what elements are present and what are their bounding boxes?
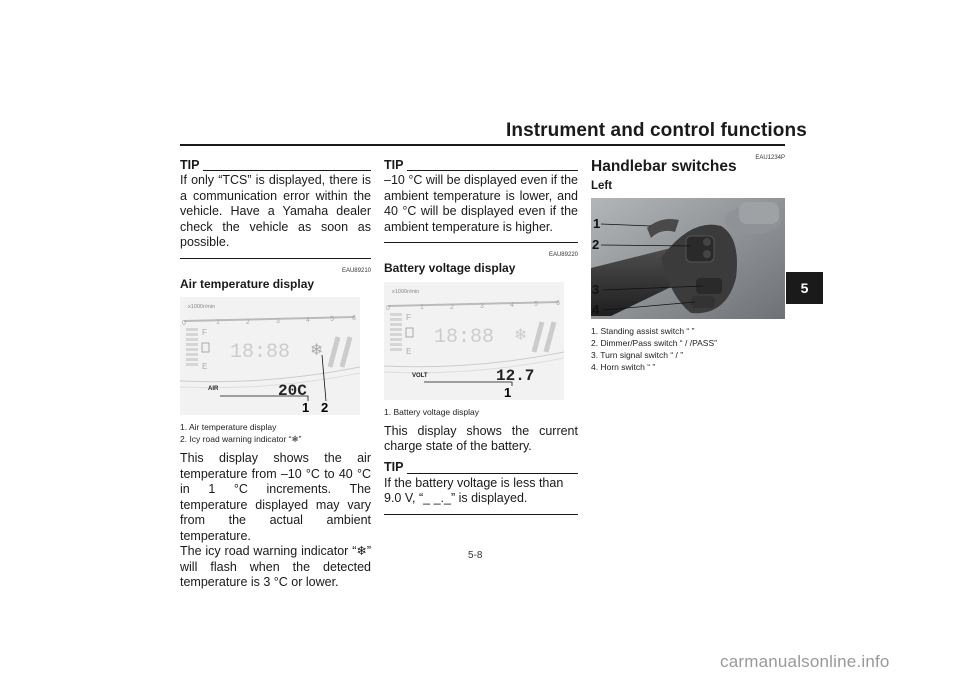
callout-2: 2 [321,400,329,415]
svg-text:4: 4 [510,301,514,309]
battery-voltage-lcd-figure [384,282,564,400]
handlebar-illustration [591,198,785,319]
svg-text:1: 1 [216,319,220,326]
tip2-heading: TIP [384,461,578,476]
svg-text:2: 2 [246,319,250,326]
svg-text:2: 2 [450,303,454,311]
caption-standing-assist: 1. Standing assist switch “ ” [591,326,695,336]
svg-text:6: 6 [352,315,356,322]
caption-2: 2. Icy road warning indicator “❄” [180,434,302,444]
air-temperature-lcd-figure [180,297,360,415]
svg-text:0: 0 [182,320,186,327]
snowflake-icon: ❄ [310,340,324,359]
body-paragraph-1: This display shows the current charge state of the battery. [384,423,578,453]
svg-text:0: 0 [386,304,390,312]
svg-text:E: E [406,346,412,356]
callout-1: 1 [504,384,512,400]
caption-1: 1. Air temperature display [180,422,277,432]
lcd-illustration [384,282,564,400]
column-1 [180,158,371,591]
sub-title-left: Left [591,179,613,192]
snowflake-icon: ❄ [514,324,528,344]
column-2 [384,158,578,515]
tip-heading: TIP [384,158,578,173]
tip-end-rule [384,242,578,243]
column-3 [591,155,785,373]
section-title-battery-voltage: Battery voltage display [384,261,516,275]
lcd-scale-label: x1000r/min [188,304,216,310]
lcd-volt-value: 12.7 [496,366,535,385]
section-code: EAU89220 [548,252,578,258]
tip2-end-rule [384,514,578,515]
figure-captions [180,421,371,445]
tip-heading: TIP [180,158,371,173]
tip-text: –10 °C will be displayed even if the ambient temperature is lower, and 40 °C will be displayed even if the ambient temperature is higher. [384,173,579,234]
svg-text:1: 1 [420,303,424,311]
handlebar-switches-photo [591,198,785,319]
caption-1: 1. Battery voltage display [384,406,479,417]
lcd-air-value: 20C [278,382,307,400]
tip-text: If only “TCS” is displayed, there is a communication error within the vehicle. Have a Yamaha dealer check the vehicle as soon as possible. [180,173,371,249]
lcd-clock: 18:88 [230,341,291,364]
section-title-handlebar-switches: Handlebar switches [591,158,737,175]
svg-text:3: 3 [276,318,280,325]
page-header-title: Instrument and control functions [506,120,807,141]
body-paragraph-2: The icy road warning indicator “❄” will flash when the detected temperature is 3 °C or lower. [180,544,371,589]
photo-callout-3: 3 [592,282,600,297]
lcd-scale-label: x1000r/min [392,288,420,295]
section-title-air-temperature: Air temperature display [180,276,315,291]
figure-captions [591,325,785,373]
body-paragraph-1: This display shows the air temperature from –10 °C to 40 °C in 1 °C increments. The temperature displayed may vary from the actual ambient temperature. [180,451,371,543]
svg-text:3: 3 [480,302,484,310]
tip2-text: If the battery voltage is less than 9.0 V, “_ _._” is displayed. [384,475,564,505]
section-code: EAU1234P [755,155,785,161]
page-number: 5-8 [468,550,483,561]
svg-text:F: F [202,328,207,337]
photo-callout-4: 4 [592,302,600,317]
caption-dimmer-pass: 2. Dimmer/Pass switch “ / /PASS” [591,338,717,348]
svg-text:5: 5 [534,300,538,308]
photo-callout-2: 2 [592,237,600,252]
svg-text:5: 5 [330,316,334,323]
figure-captions [384,406,578,418]
section-code: EAU89210 [341,267,371,274]
lcd-volt-label: VOLT [412,372,428,379]
callout-1: 1 [302,400,310,415]
svg-text:4: 4 [306,317,310,324]
header-rule [180,144,785,146]
caption-turn-signal: 3. Turn signal switch “ / ” [591,350,684,360]
tip-end-rule [180,258,371,259]
caption-horn: 4. Horn switch “ ” [591,362,656,372]
svg-text:6: 6 [556,299,560,307]
chapter-tab[interactable]: 5 [786,272,823,304]
lcd-air-label: AIR [208,386,219,392]
svg-text:E: E [202,362,208,371]
svg-text:F: F [406,312,411,322]
photo-callout-1: 1 [593,216,601,231]
lcd-clock: 18:88 [434,325,495,349]
watermark: carmanualsonline.info [720,652,890,671]
lcd-illustration [180,297,360,415]
